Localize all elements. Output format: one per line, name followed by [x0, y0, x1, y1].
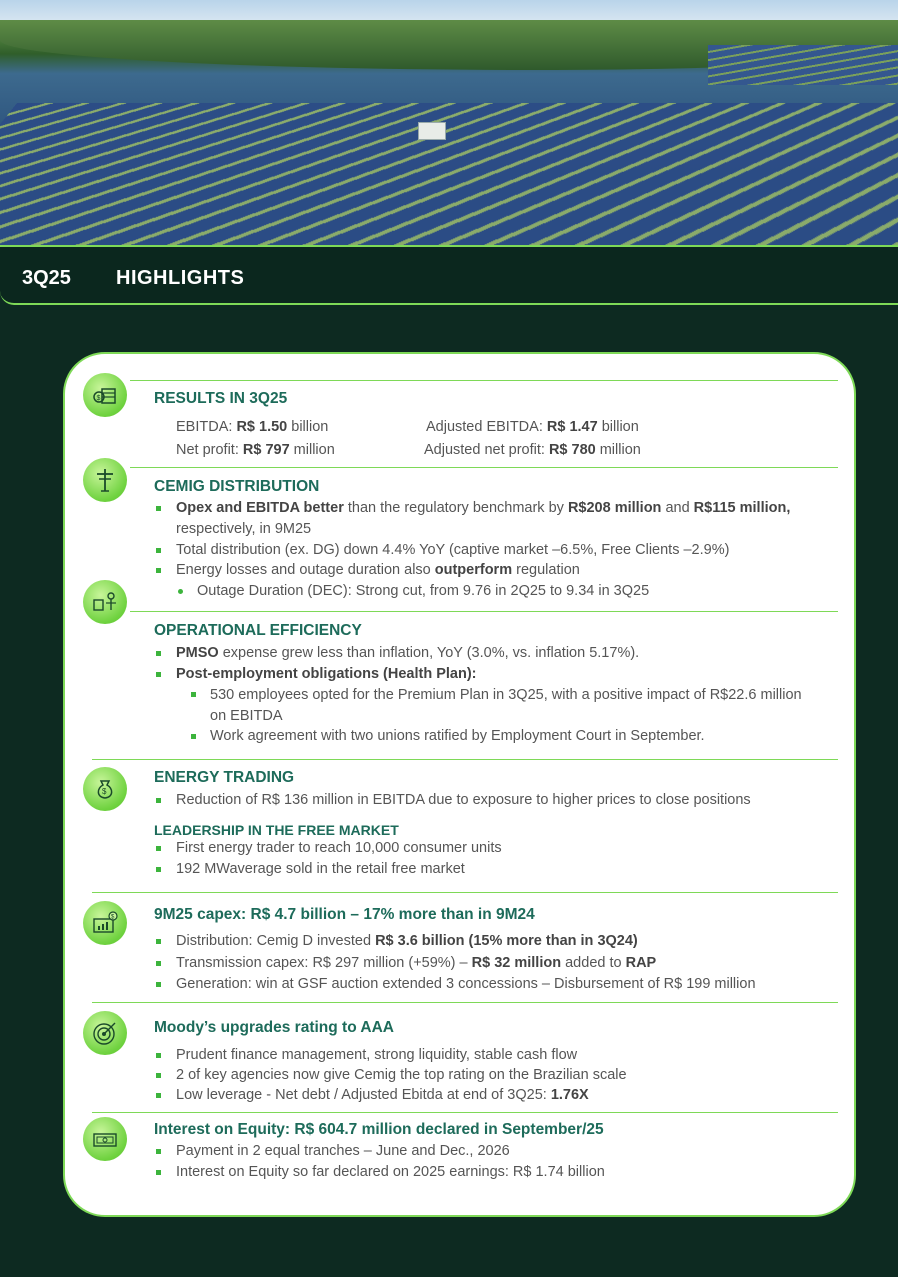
- separator: [92, 892, 838, 893]
- bullet: [156, 1053, 161, 1058]
- results-adjusted-net-profit: Adjusted net profit: R$ 780 million: [424, 442, 641, 458]
- separator: [130, 611, 838, 612]
- bullet: [156, 846, 161, 851]
- power-pole-icon: [83, 458, 127, 502]
- cash-icon: [83, 1117, 127, 1161]
- bullet: [156, 672, 161, 677]
- equity-title: Interest on Equity: R$ 604.7 million declared in September/25: [154, 1121, 604, 1138]
- efficiency-title: OPERATIONAL EFFICIENCY: [154, 622, 362, 639]
- money-building-icon: [83, 373, 127, 417]
- distribution-title: CEMIG DISTRIBUTION: [154, 478, 320, 495]
- distribution-bullet-1-cont: respectively, in 9M25: [176, 521, 312, 537]
- trading-bullet-2: First energy trader to reach 10,000 consumer units: [176, 840, 502, 856]
- distribution-bullet-2: Total distribution (ex. DG) down 4.4% YoY (captive market –6.5%, Free Clients –2.9%): [176, 542, 730, 558]
- distribution-bullet-1: Opex and EBITDA better than the regulatory benchmark by R$208 million and R$115 million,: [176, 500, 791, 516]
- bullet: [156, 982, 161, 987]
- rating-bullet-1: Prudent finance management, strong liquidity, stable cash flow: [176, 1047, 578, 1063]
- trading-bullet-3: 192 MWaverage sold in the retail free market: [176, 861, 465, 877]
- rating-title: Moody’s upgrades rating to AAA: [154, 1019, 394, 1036]
- target-icon: [83, 1011, 127, 1055]
- efficiency-bullet-2: Post-employment obligations (Health Plan):: [176, 666, 477, 682]
- separator: [130, 380, 838, 381]
- equity-bullet-2: Interest on Equity so far declared on 2025 earnings: R$ 1.74 billion: [176, 1164, 605, 1180]
- bullet: [156, 867, 161, 872]
- sub-bullet: [191, 692, 196, 697]
- rating-bullet-3: Low leverage - Net debt / Adjusted Ebitda at end of 3Q25: 1.76X: [176, 1087, 589, 1103]
- bullet: [156, 961, 161, 966]
- page-title: HIGHLIGHTS: [116, 267, 245, 289]
- efficiency-sub-bullet-2: Work agreement with two unions ratified by Employment Court in September.: [210, 728, 705, 744]
- bullet: [156, 1073, 161, 1078]
- sub-bullet: [191, 734, 196, 739]
- results-ebitda: EBITDA: R$ 1.50 billion: [176, 419, 329, 435]
- rating-bullet-2: 2 of key agencies now give Cemig the top rating on the Brazilian scale: [176, 1067, 627, 1083]
- hero-solar-farm-photo: [0, 0, 898, 245]
- capex-chart-icon: [83, 901, 127, 945]
- equity-bullet-1: Payment in 2 equal tranches – June and Dec., 2026: [176, 1143, 510, 1159]
- bullet: [156, 568, 161, 573]
- bullet: [156, 548, 161, 553]
- trading-title: ENERGY TRADING: [154, 769, 295, 786]
- bullet: [156, 651, 161, 656]
- separator: [130, 467, 838, 468]
- efficiency-bullet-1: PMSO expense grew less than inflation, YoY (3.0%, vs. inflation 5.17%).: [176, 645, 640, 661]
- separator: [92, 1112, 838, 1113]
- results-net-profit: Net profit: R$ 797 million: [176, 442, 335, 458]
- bullet: [156, 1170, 161, 1175]
- bullet: [156, 1149, 161, 1154]
- capex-title: 9M25 capex: R$ 4.7 billion – 17% more than in 9M24: [154, 906, 535, 923]
- efficiency-people-icon: [83, 580, 127, 624]
- svg-text:$: $: [102, 787, 107, 796]
- efficiency-sub-bullet-1: 530 employees opted for the Premium Plan in 3Q25, with a positive impact of R$22.6 million: [210, 687, 802, 703]
- efficiency-sub-bullet-1-cont: on EBITDA: [210, 708, 283, 724]
- money-bag-icon: [83, 767, 127, 811]
- free-market-title: LEADERSHIP IN THE FREE MARKET: [154, 822, 399, 838]
- capex-bullet-3: Generation: win at GSF auction extended 3 concessions – Disbursement of R$ 199 million: [176, 976, 756, 992]
- results-adjusted-ebitda: Adjusted EBITDA: R$ 1.47 billion: [426, 419, 639, 435]
- separator: [92, 1002, 838, 1003]
- bullet: [156, 506, 161, 511]
- trading-bullet-1: Reduction of R$ 136 million in EBITDA due to exposure to higher prices to close positions: [176, 792, 751, 808]
- separator: [92, 759, 838, 760]
- sub-bullet: [178, 589, 183, 594]
- distribution-bullet-3: Energy losses and outage duration also outperform regulation: [176, 562, 580, 578]
- distribution-sub-bullet: Outage Duration (DEC): Strong cut, from 9.76 in 2Q25 to 9.34 in 3Q25: [197, 583, 650, 599]
- bullet: [156, 798, 161, 803]
- bullet: [156, 939, 161, 944]
- quarter-label: 3Q25: [22, 267, 71, 289]
- results-title: RESULTS IN 3Q25: [154, 390, 288, 407]
- capex-bullet-2: Transmission capex: R$ 297 million (+59%) – R$ 32 million added to RAP: [176, 955, 657, 971]
- svg-text:$: $: [96, 395, 101, 402]
- svg-text:$: $: [111, 914, 115, 921]
- bullet: [156, 1093, 161, 1098]
- capex-bullet-1: Distribution: Cemig D invested R$ 3.6 billion (15% more than in 3Q24): [176, 933, 638, 949]
- header-band: [0, 245, 898, 305]
